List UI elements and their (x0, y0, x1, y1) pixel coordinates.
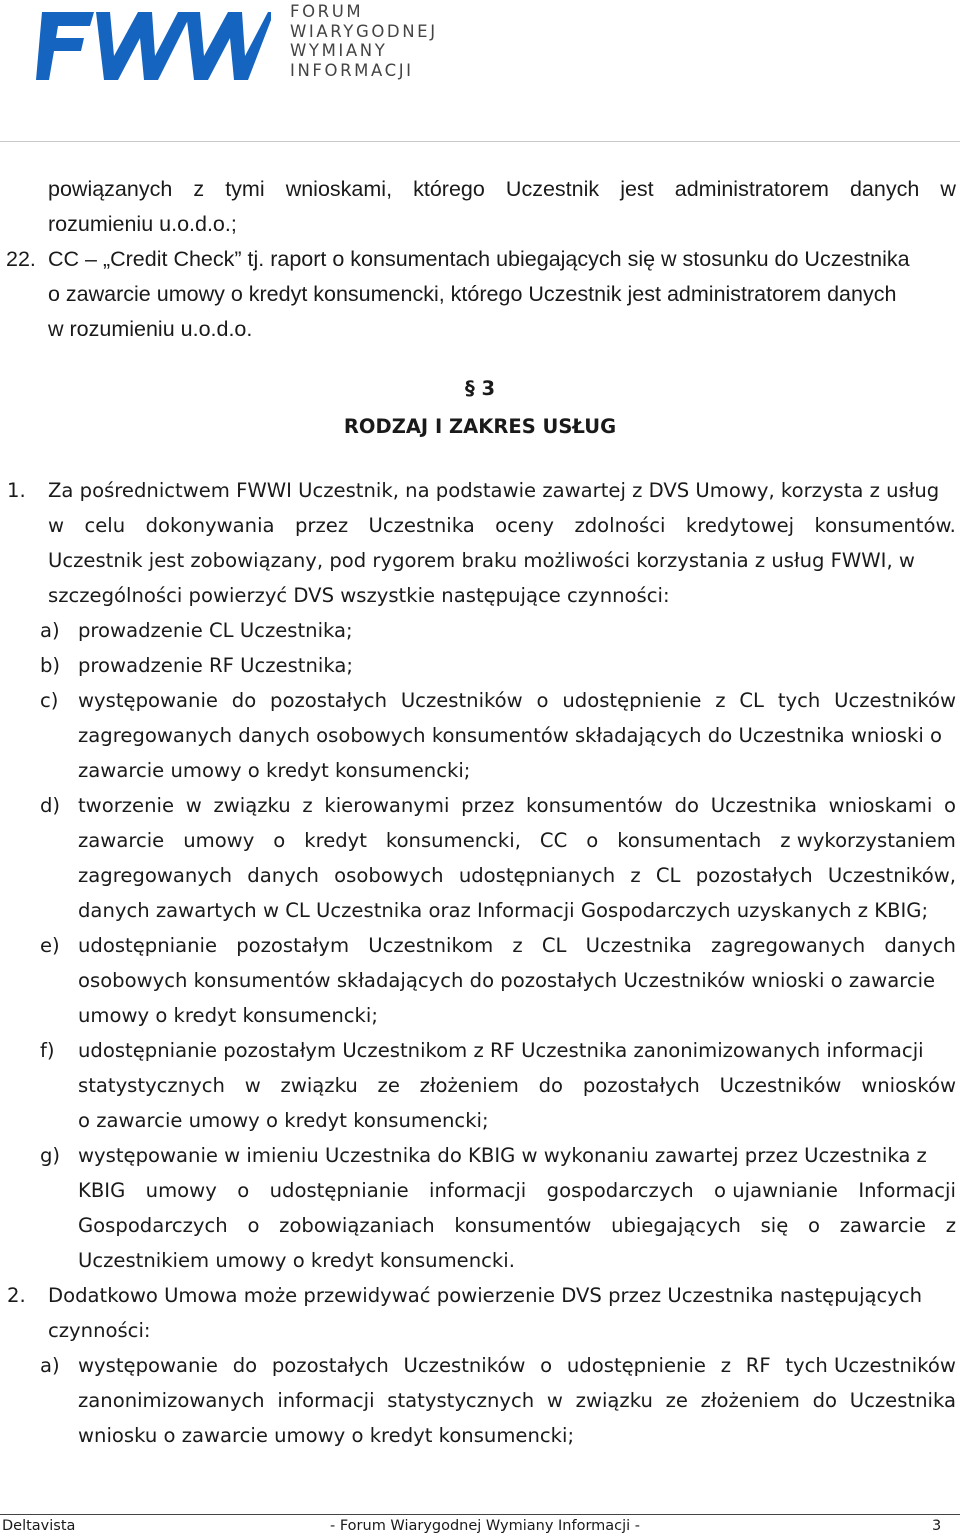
list-letter: d) (40, 794, 61, 817)
text-line (78, 928, 956, 963)
word: z (302, 794, 313, 817)
word: do (232, 1354, 258, 1377)
word: z (715, 689, 726, 712)
word: Uczestników (719, 1074, 842, 1097)
word: administratorem (674, 177, 829, 201)
footer-divider (0, 1514, 960, 1515)
word: udostępnienie (562, 689, 702, 712)
word: Uczestników (400, 689, 523, 712)
text-line: Uczestnik jest zobowiązany, pod rygorem braku możliwości korzystania z usług FWWI, w (48, 549, 915, 572)
word: przez (294, 514, 349, 537)
word: wniosków (861, 1074, 956, 1097)
word: Informacji (858, 1179, 956, 1202)
text-line: szczególności powierzyć DVS wszystkie następujące czynności: (48, 584, 670, 607)
word: CL (739, 689, 764, 712)
word: udostępnianych (458, 864, 616, 887)
word: powiązanych (48, 177, 173, 201)
word: wnioskami (828, 794, 933, 817)
footer-page-number: 3 (932, 1518, 942, 1534)
text-line: CC – „Credit Check” tj. raport o konsumentach ubiegających się w stosunku do Uczestnika (48, 247, 910, 271)
word: o ujawnianie (714, 1179, 838, 1202)
word: Gospodarczych (78, 1214, 228, 1237)
word: do (812, 1389, 838, 1412)
word: o (237, 1179, 250, 1202)
text-line (48, 172, 956, 207)
word: umowy (145, 1179, 217, 1202)
word: Uczestników, (827, 864, 956, 887)
word: tymi (225, 177, 265, 201)
word: KBIG (78, 1179, 126, 1202)
word: tych Uczestników (785, 1354, 956, 1377)
list-letter: a) (40, 1354, 60, 1377)
word: oceny (495, 514, 555, 537)
list-letter: f) (40, 1039, 55, 1062)
text-line: Za pośrednictwem FWWI Uczestnik, na podstawie zawartej z DVS Umowy, korzysta z usług (48, 479, 940, 502)
word: z (720, 1354, 731, 1377)
text-line: zawarcie umowy o kredyt konsumencki; (78, 759, 471, 782)
word: informacji (429, 1179, 527, 1202)
word: do (538, 1074, 564, 1097)
text-line (78, 1068, 956, 1103)
word: ze (665, 1389, 688, 1412)
text-line (78, 683, 956, 718)
word: kredyt (304, 829, 367, 852)
list-number: 1. (7, 479, 26, 502)
word: Uczestnika (849, 1389, 956, 1412)
word: zawarcie (839, 1214, 926, 1237)
word: statystycznych (387, 1389, 535, 1412)
logo-wordmark (290, 2, 490, 80)
word: kierowanymi (324, 794, 450, 817)
word: pozostałych (271, 1354, 389, 1377)
logo-line: FORUM (290, 2, 364, 21)
word: się (760, 1214, 789, 1237)
header-divider (0, 141, 960, 142)
word: gospodarczych (546, 1179, 694, 1202)
word: kredytowej (685, 514, 795, 537)
word: Uczestnika (368, 514, 475, 537)
fwwi-logo (36, 4, 271, 89)
word: Uczestników (403, 1354, 526, 1377)
text-line (78, 1348, 956, 1383)
word: z (630, 864, 641, 887)
word: w (546, 1389, 563, 1412)
word: dokonywania (145, 514, 275, 537)
word: związku (280, 1074, 358, 1097)
word: Uczestnika (585, 934, 692, 957)
word: konsumentów (454, 1214, 592, 1237)
word: konsumentów (525, 794, 663, 817)
text-line: Uczestnikiem umowy o kredyt konsumencki. (78, 1249, 515, 1272)
word: z wykorzystaniem (780, 829, 956, 852)
word: przez (461, 794, 515, 817)
word: pozostałych (270, 689, 387, 712)
word: informacji (277, 1389, 375, 1412)
text-line: danych zawartych w CL Uczestnika oraz Informacji Gospodarczych uzyskanych z KBIG; (78, 899, 929, 922)
word: wnioskami, (285, 177, 393, 201)
word: RF (745, 1354, 771, 1377)
text-line: umowy o kredyt konsumencki; (78, 1004, 378, 1027)
word: Uczestnikom (368, 934, 494, 957)
word: osobowych (334, 864, 444, 887)
logo-line: WIARYGODNEJ (290, 21, 438, 41)
word: z (512, 934, 523, 957)
word: danych (849, 177, 920, 201)
word: udostępnienie (566, 1354, 706, 1377)
word: CC (539, 829, 568, 852)
text-line: występowanie w imieniu Uczestnika do KBIG w wykonaniu zawartej przez Uczestnika z (78, 1144, 927, 1167)
word: zawarcie (78, 829, 165, 852)
word: związku (213, 794, 291, 817)
word: danych (247, 864, 319, 887)
word: ubiegających (611, 1214, 741, 1237)
list-letter: a) (40, 619, 60, 642)
word: występowanie (78, 1354, 218, 1377)
logo-line: INFORMACJI (290, 60, 414, 80)
word: z (193, 177, 205, 201)
word: tych (777, 689, 821, 712)
word: z (945, 1214, 956, 1237)
word: zagregowanych (78, 864, 233, 887)
text-line (78, 788, 956, 823)
footer-left: Deltavista (2, 1518, 76, 1534)
text-line (78, 1173, 956, 1208)
word: złożeniem (700, 1389, 800, 1412)
list-letter: b) (40, 654, 61, 677)
text-line: zagregowanych danych osobowych konsumentów składających do Uczestnika wnioski o (78, 724, 942, 747)
word: zobowiązaniach (279, 1214, 435, 1237)
list-letter: e) (40, 934, 60, 957)
word: o (586, 829, 599, 852)
word: związku (575, 1389, 653, 1412)
word: tworzenie (78, 794, 175, 817)
list-letter: g) (40, 1144, 61, 1167)
text-line (48, 508, 956, 543)
text-line: o zawarcie umowy o kredyt konsumencki; (78, 1109, 489, 1132)
text-line (78, 1383, 956, 1418)
word: Uczestnik (505, 177, 600, 201)
section-title: RODZAJ I ZAKRES USŁUG (343, 415, 617, 438)
word: ze (377, 1074, 400, 1097)
word: jest (620, 177, 654, 201)
logo-line: WYMIANY (290, 41, 388, 60)
word: o (536, 689, 549, 712)
word: udostępnianie (78, 934, 218, 957)
text-line (78, 1208, 956, 1243)
word: Uczestników (834, 689, 956, 712)
word: CL (655, 864, 681, 887)
text-line: udostępnianie pozostałym Uczestnikom z RF Uczestnika zanonimizowanych informacji (78, 1039, 924, 1062)
word: pozostałych (695, 864, 813, 887)
text-line: rozumieniu u.o.d.o.; (48, 212, 237, 236)
word: złożeniem (419, 1074, 519, 1097)
text-line: osobowych konsumentów składających do pozostałych Uczestników wnioski o zawarcie (78, 969, 936, 992)
list-number: 2. (7, 1284, 26, 1307)
word: Uczestnika (710, 794, 817, 817)
word: w (185, 794, 202, 817)
word: w (48, 514, 65, 537)
fwwi-logo-mark-icon (36, 4, 271, 84)
footer-center: - Forum Wiarygodnej Wymiany Informacji - (330, 1518, 641, 1534)
word: konsumencki, (385, 829, 521, 852)
word: CL (541, 934, 567, 957)
text-line: prowadzenie CL Uczestnika; (78, 619, 353, 642)
page-header (0, 0, 960, 145)
text-line: Dodatkowo Umowa może przewidywać powierzenie DVS przez Uczestnika następujących (48, 1284, 923, 1307)
word: którego (413, 177, 485, 201)
text-line: wniosku o zawarcie umowy o kredyt konsumencki; (78, 1424, 575, 1447)
text-line: czynności: (48, 1319, 151, 1342)
word: o (247, 1214, 260, 1237)
word: udostępnianie (269, 1179, 409, 1202)
word: pozostałych (582, 1074, 700, 1097)
section-number: § 3 (464, 377, 496, 400)
word: występowanie (78, 689, 218, 712)
word: o (943, 794, 956, 817)
list-letter: c) (40, 689, 59, 712)
word: o (808, 1214, 821, 1237)
word: o (273, 829, 286, 852)
word: zdolności (574, 514, 666, 537)
word: pozostałym (236, 934, 350, 957)
text-line: prowadzenie RF Uczestnika; (78, 654, 353, 677)
word: do (231, 689, 257, 712)
text-line (78, 823, 956, 858)
word: danych (884, 934, 956, 957)
word: konsumentów. (814, 514, 956, 537)
word: zagregowanych (711, 934, 866, 957)
list-number: 22. (6, 247, 36, 271)
text-line (78, 858, 956, 893)
word: konsumentach (617, 829, 762, 852)
word: umowy (183, 829, 255, 852)
word: w (940, 177, 956, 201)
word: statystycznych (78, 1074, 225, 1097)
text-line: o zawarcie umowy o kredyt konsumencki, którego Uczestnik jest administratorem danych (48, 282, 897, 306)
word: celu (84, 514, 126, 537)
word: w (244, 1074, 261, 1097)
text-line: w rozumieniu u.o.d.o. (48, 317, 253, 341)
word: do (674, 794, 700, 817)
word: o (540, 1354, 553, 1377)
word: zanonimizowanych (78, 1389, 265, 1412)
